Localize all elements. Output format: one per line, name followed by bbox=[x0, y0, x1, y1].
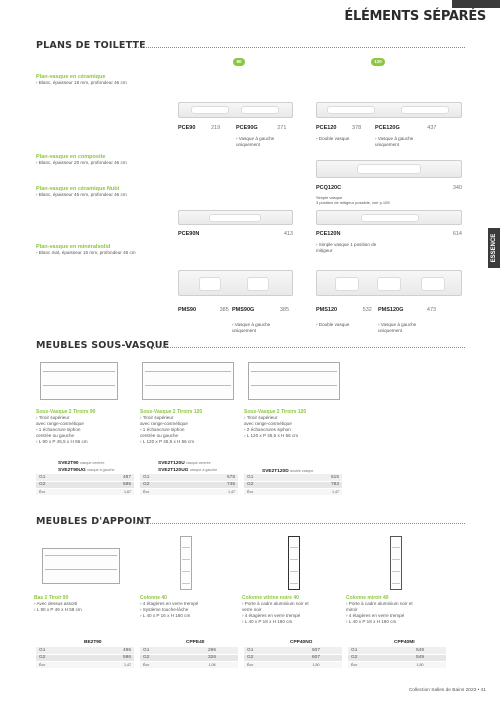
product-code: SVE2T90UG bbox=[58, 468, 86, 473]
product-pce120n bbox=[316, 231, 462, 237]
cabinet-image-be2t90 bbox=[42, 548, 120, 584]
product-price: 385 bbox=[279, 307, 290, 313]
category-desc: › Blanc mat, épaisseur 15 mm, profondeur 46 cm bbox=[36, 250, 136, 255]
desc-line: centrée ou gauche bbox=[140, 433, 179, 438]
desc-line: › 1 échancrure siphon bbox=[140, 427, 185, 432]
page-footer: Collection Salles de Bains 2023 • 41 bbox=[408, 688, 486, 693]
section-title-appoint: MEUBLES D'APPOINT bbox=[36, 516, 152, 527]
price-value: 1,47 bbox=[186, 488, 238, 495]
product-price: 437 bbox=[427, 125, 437, 131]
desc-line: › L 40 x P 18 x H 160 cm bbox=[346, 619, 397, 624]
price-value: 1,47 bbox=[82, 661, 134, 668]
desc-line: › L 120 x P 45,5 x H 56 cm bbox=[244, 433, 299, 438]
price-grade: G2 bbox=[36, 481, 82, 488]
sink-image-pms90 bbox=[178, 270, 293, 296]
category-ceramique bbox=[36, 74, 127, 85]
product-code: PMS90G bbox=[232, 307, 255, 313]
category-nubi bbox=[36, 186, 127, 197]
section-title-sous-vasque: MEUBLES SOUS-VASQUE bbox=[36, 340, 170, 351]
price-value: 1,67 bbox=[82, 488, 134, 495]
price-value: 549 bbox=[394, 647, 446, 654]
product-code: PMS120 bbox=[316, 307, 338, 313]
product-title: Colonne vitrine noire 40 bbox=[242, 595, 299, 601]
sink-image-pms120 bbox=[316, 270, 462, 296]
desc-line: centrée ou gauche bbox=[36, 433, 75, 438]
category-title: Plan-vasque en minéralsolid bbox=[36, 244, 111, 250]
product-be2t90 bbox=[34, 595, 134, 613]
price-table bbox=[140, 474, 238, 496]
desc-line: › L 40 x P 16 x H 160 cm bbox=[140, 613, 191, 618]
product-price: 378 bbox=[352, 125, 362, 131]
desc-line: › L 90 x P 46 x H 58 cm bbox=[34, 607, 82, 612]
product-note: › Vasque à gauche uniquement bbox=[232, 322, 271, 333]
product-code: PCE90N bbox=[178, 231, 200, 237]
product-code: PCE90G bbox=[236, 125, 258, 131]
product-title: Bas 2 Tiroir 90 bbox=[34, 595, 69, 601]
price-grade: Éco bbox=[36, 661, 82, 668]
section-divider bbox=[150, 347, 465, 348]
product-code: PCE120G bbox=[375, 125, 400, 131]
product-code: PCQ120C bbox=[316, 185, 342, 191]
product-note: › Double vasque bbox=[316, 322, 350, 327]
product-desc bbox=[140, 601, 240, 619]
product-pce120 bbox=[316, 125, 361, 131]
badge-90: 90 bbox=[233, 58, 245, 66]
product-code: BE2T90 bbox=[84, 640, 102, 645]
product-title: Sous-Vasque 2 Tiroirs 120 bbox=[244, 409, 307, 415]
product-title: Colonne 40 bbox=[140, 595, 167, 601]
desc-line: › 4 étagères en verre trempé bbox=[140, 601, 199, 606]
code-note: double vasque bbox=[290, 469, 314, 473]
price-value: 1,08 bbox=[186, 661, 238, 668]
price-value: 1,50 bbox=[290, 661, 342, 668]
code-note: vasque à gauche bbox=[87, 468, 115, 472]
price-grade: Éco bbox=[36, 488, 82, 495]
code-note: vasque centrée bbox=[79, 461, 105, 465]
product-title: Sous-Vasque 2 Tiroirs 120 bbox=[140, 409, 203, 415]
price-grade: G1 bbox=[140, 647, 186, 654]
price-grade: G1 bbox=[244, 474, 290, 481]
price-value: 607 bbox=[290, 654, 342, 661]
sink-image-pce120 bbox=[316, 102, 462, 118]
product-note: › Simple vasque 1 position de mitigeur bbox=[316, 242, 377, 253]
price-grade: G2 bbox=[140, 654, 186, 661]
price-value: 296 bbox=[186, 647, 238, 654]
price-value: 585 bbox=[82, 481, 134, 488]
price-value: 578 bbox=[186, 474, 238, 481]
product-code: CPPE40 bbox=[186, 640, 205, 645]
product-pms120 bbox=[316, 307, 372, 313]
desc-line: › 4 étagères en verre trempé bbox=[242, 613, 301, 618]
column-image-cpp40mi bbox=[390, 536, 402, 590]
product-note-line: Simple vasque bbox=[316, 195, 343, 200]
section-divider bbox=[130, 47, 465, 48]
product-code: PMS120G bbox=[378, 307, 404, 313]
product-pcq120c bbox=[316, 185, 462, 191]
side-tab-label: ESSENCE bbox=[491, 233, 497, 263]
price-grade: Éco bbox=[244, 488, 290, 495]
price-value: 783 bbox=[290, 481, 342, 488]
badge-120: 120 bbox=[371, 58, 385, 66]
product-price: 532 bbox=[362, 307, 372, 313]
desc-line: › 4 étagères en verre trempé bbox=[346, 613, 405, 618]
sink-image-pce120n bbox=[316, 210, 462, 225]
desc-line: › Tiroir supérieur bbox=[244, 415, 278, 420]
desc-line: › L 120 x P 45,5 x H 56 cm bbox=[140, 439, 195, 444]
price-value: 1,50 bbox=[394, 661, 446, 668]
price-grade: Éco bbox=[140, 488, 186, 495]
desc-line: › 1 échancrure siphon bbox=[36, 427, 81, 432]
desc-line: avec range-cosmétique bbox=[244, 421, 292, 426]
product-sve2t120u bbox=[140, 409, 240, 445]
desc-line: › Porte à cadre aluminium noir et bbox=[242, 601, 309, 606]
price-value: 487 bbox=[82, 474, 134, 481]
product-price: 413 bbox=[283, 231, 293, 237]
price-grade: G1 bbox=[244, 647, 290, 654]
product-sve2t120d bbox=[244, 409, 344, 439]
price-table bbox=[244, 647, 342, 669]
column-image-cppe40 bbox=[180, 536, 192, 590]
price-value: 1,47 bbox=[290, 488, 342, 495]
price-grade: G2 bbox=[140, 481, 186, 488]
price-grade: G1 bbox=[140, 474, 186, 481]
product-code: SVE2T90 bbox=[58, 461, 79, 466]
product-code: CPP40MI bbox=[394, 640, 415, 645]
sink-image-pce90 bbox=[178, 102, 293, 118]
price-value: 496 bbox=[82, 647, 134, 654]
desc-line: › Porte à cadre aluminium noir et bbox=[346, 601, 413, 606]
product-code: PCE90 bbox=[178, 125, 196, 131]
price-value: 596 bbox=[82, 654, 134, 661]
price-grade: G1 bbox=[36, 474, 82, 481]
product-code: PCE120 bbox=[316, 125, 337, 131]
product-desc bbox=[242, 601, 346, 625]
product-code: SVE2T120U bbox=[158, 461, 185, 466]
product-price: 219 bbox=[210, 125, 221, 131]
sink-image-pce90n bbox=[178, 210, 293, 225]
desc-line: verre noir bbox=[242, 607, 262, 612]
price-grade: G1 bbox=[348, 647, 394, 654]
price-grade: G2 bbox=[244, 481, 290, 488]
category-title: Plan-vasque en composite bbox=[36, 154, 106, 160]
price-table bbox=[348, 647, 446, 669]
product-pce90n bbox=[178, 231, 293, 237]
product-desc bbox=[36, 415, 136, 445]
price-grade: G2 bbox=[244, 654, 290, 661]
product-price: 473 bbox=[426, 307, 437, 313]
product-code: SVE2T120D bbox=[262, 469, 289, 474]
cabinet-image-sve2t120d bbox=[248, 362, 340, 400]
price-table bbox=[244, 474, 342, 496]
product-title: Sous-Vasque 2 Tiroirs 90 bbox=[36, 409, 96, 415]
product-title: Colonne miroir 40 bbox=[346, 595, 389, 601]
price-grade: Éco bbox=[140, 661, 186, 668]
category-desc: › Blanc, épaisseur 18 mm, profondeur 46 cm bbox=[36, 80, 127, 85]
category-desc: › Blanc, épaisseur 20 mm, profondeur 46 cm bbox=[36, 160, 127, 165]
product-note bbox=[316, 195, 390, 205]
price-table bbox=[36, 647, 134, 669]
product-price: 340 bbox=[452, 185, 462, 191]
category-mineralsolid bbox=[36, 244, 136, 255]
product-cpp40mi bbox=[346, 595, 450, 625]
category-title: Plan-vasque en céramique bbox=[36, 74, 106, 80]
desc-line: › 2 échancrures siphon bbox=[244, 427, 291, 432]
product-note: › Vasque à gauche uniquement bbox=[236, 136, 275, 147]
desc-line: › Tiroir supérieur bbox=[36, 415, 70, 420]
side-tab bbox=[488, 228, 500, 268]
product-pce90g bbox=[236, 125, 286, 131]
product-sve2t90 bbox=[36, 409, 136, 445]
price-grade: Éco bbox=[244, 661, 290, 668]
desc-line: avec range-cosmétique bbox=[36, 421, 84, 426]
price-grade: G1 bbox=[36, 647, 82, 654]
product-pms90 bbox=[178, 307, 229, 313]
page-title: ÉLÉMENTS SÉPARÉS bbox=[344, 9, 486, 24]
product-codes bbox=[158, 460, 217, 474]
product-desc bbox=[346, 601, 450, 625]
category-composite bbox=[36, 154, 127, 165]
product-price: 271 bbox=[277, 125, 287, 131]
code-note: vasque centrée bbox=[186, 461, 211, 465]
product-pce120g bbox=[375, 125, 436, 131]
category-desc: › Blanc, épaisseur 45 mm, profondeur 46 cm bbox=[36, 192, 127, 197]
product-pms90g bbox=[232, 307, 289, 313]
cabinet-image-sve2t120u bbox=[142, 362, 234, 400]
desc-line: › Avec dessus assorti bbox=[34, 601, 78, 606]
section-divider bbox=[134, 523, 465, 524]
column-image-cpp40no bbox=[288, 536, 300, 590]
product-code: CPP40NO bbox=[290, 640, 313, 645]
product-desc bbox=[34, 601, 134, 613]
product-code: PCE120N bbox=[316, 231, 341, 237]
price-value: 549 bbox=[394, 654, 446, 661]
sink-image-pcq120c bbox=[316, 160, 462, 178]
category-title: Plan-vasque en céramique Nubi bbox=[36, 186, 120, 192]
product-pms120g bbox=[378, 307, 436, 313]
product-cpp40no bbox=[242, 595, 346, 625]
product-code: SVE2T120UG bbox=[158, 468, 189, 473]
product-price: 614 bbox=[452, 231, 462, 237]
product-note: › Double vasque bbox=[316, 136, 350, 141]
desc-line: › L 90 x P 45,5 x H 56 cm bbox=[36, 439, 88, 444]
product-code: PMS90 bbox=[178, 307, 197, 313]
product-note: › Vasque à gauche uniquement bbox=[378, 322, 417, 333]
product-codes bbox=[58, 460, 114, 474]
product-note-line: 3 position de mitigeur possible, voir p.105 bbox=[316, 200, 390, 205]
code-note: vasque à gauche bbox=[189, 468, 218, 472]
desc-line: › L 40 x P 18 x H 160 cm bbox=[242, 619, 293, 624]
price-grade: Éco bbox=[348, 661, 394, 668]
section-title-plans: PLANS DE TOILETTE bbox=[36, 40, 146, 51]
desc-line: miroir bbox=[346, 607, 358, 612]
price-value: 615 bbox=[290, 474, 342, 481]
cabinet-image-sve2t90 bbox=[40, 362, 118, 400]
price-table bbox=[36, 474, 134, 496]
price-value: 745 bbox=[186, 481, 238, 488]
price-value: 326 bbox=[186, 654, 238, 661]
product-cppe40 bbox=[140, 595, 240, 619]
product-desc bbox=[140, 415, 240, 445]
header-bar bbox=[452, 0, 500, 8]
price-grade: G2 bbox=[348, 654, 394, 661]
price-table bbox=[140, 647, 238, 669]
product-price: 385 bbox=[219, 307, 229, 313]
product-note: › Vasque à gauche uniquement bbox=[375, 136, 414, 147]
desc-line: › Tiroir supérieur bbox=[140, 415, 174, 420]
product-desc bbox=[244, 415, 344, 439]
product-pce90 bbox=[178, 125, 220, 131]
price-grade: G2 bbox=[36, 654, 82, 661]
desc-line: avec range-cosmétique bbox=[140, 421, 188, 426]
price-value: 607 bbox=[290, 647, 342, 654]
desc-line: › Système touche-lâche bbox=[140, 607, 189, 612]
